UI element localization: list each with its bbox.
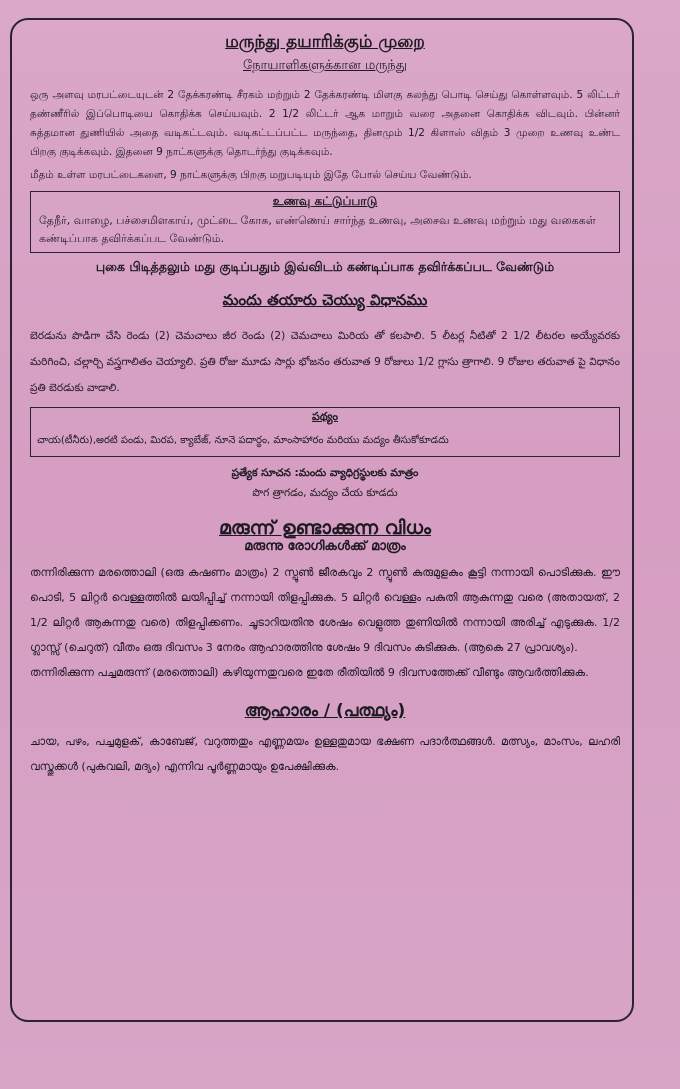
tamil-diet-text: தேநீர், வாழை, பச்சைமிளகாய், முட்டை கோசு, எண்ணெய் சார்ந்த உணவு, அசைவ உணவு மற்றும் மது வகைகள் கண்டிப்பாக தவிர்க்கப்பட வேண்டும். bbox=[39, 214, 596, 245]
tamil-repeat-note: மீதம் உள்ள மரபட்டைகளை, 9 நாட்களுக்கு பிறகு மறுபடியும் இதே போல் செய்ய வேண்டும். bbox=[30, 169, 472, 181]
malayalam-diet-title-text: ആഹാരം / (പത്ഥ്യം) bbox=[244, 701, 406, 721]
tamil-diet-title: உணவு கட்டுப்பாடு bbox=[272, 194, 378, 208]
malayalam-section bbox=[30, 517, 620, 779]
malayalam-instructions: തന്നിരിക്കുന്ന മരത്തൊലി (ഒരു കഷണം മാത്രം) 2 സ്പൂൺ ജീരകവും 2 സ്പൂൺ കുരുമുളകും കൂട്ടി നന്നായി പൊടിക്കുക. ഈ പൊടി, 5 ലിറ്റർ വെള്ളത്തിൽ ലയിപ്പിച്ച് നന്നായി തിളപ്പിക്കുക. 5 ലിറ്റർ വെള്ളം പകുതി ആകുന്നതു വരെ (അതായത്, 2 1/2 ലിറ്റർ ആകുന്നതു വരെ) തിളപ്പിക്കണം. ചൂടാറിയതിനു ശേഷം വെളുത്ത തുണിയിൽ നന്നായി അരിച്ച് എടുക്കുക. 1/2 ഗ്ലാസ്സ് (ചെറുത്) വീതം ഒരു ദിവസം 3 നേരം ആഹാരത്തിനു ശേഷം 9 ദിവസം കുടിക്കുക. (ആകെ 27 പ്രാവശ്യം). bbox=[30, 566, 620, 654]
malayalam-diet-text: ചായ, പഴം, പച്ചമുളക്, കാബേജ്, വറുത്തതും എണ്ണമയം ഉള്ളതുമായ ഭക്ഷണ പദാർത്ഥങ്ങൾ. മത്സ്യം, മാംസം, ലഹരി വസ്തുക്കൾ (പുകവലി, മദ്യം) എന്നിവ പൂർണ്ണമായും ഉപേക്ഷിക്കുക. bbox=[30, 735, 620, 773]
telugu-diet-text: చాయ(టీనీరు),అరటి పండు, మిరప, క్యాబేజ్, నూనె పదార్థం, మాంసాహారం మరియు మద్యం తీసుకోకూడదు bbox=[37, 435, 449, 446]
telugu-diet-box bbox=[30, 407, 620, 457]
tamil-subtitle: நோயாளிகளுக்கான மருந்து bbox=[242, 58, 408, 73]
tamil-warning: புகை பிடித்தலும் மது குடிப்பதும் இவ்விடம் கண்டிப்பாக தவிர்க்கப்பட வேண்டும் bbox=[95, 259, 555, 274]
tamil-section bbox=[30, 32, 620, 277]
telugu-smoking-note: పొగ త్రాగడం, మద్యం చేయ కూడదు bbox=[252, 487, 398, 499]
telugu-section bbox=[30, 291, 620, 503]
tamil-instructions: ஒரு அளவு மரபட்டையுடன் 2 தேக்கரண்டி சீரகம் மற்றும் 2 தேக்கரண்டி மிளகு கலந்து பொடி செய்து கொள்ளவும். 5 லிட்டர் தண்ணீரில் இப்பொடியை கொதிக்க செய்யவும். 2 1/2 லிட்டர் ஆக மாறும் வரை அதனை கொதிக்க விடவும். பின்னர் சுத்தமான துணியில் அதை வடிகட்டவும். வடிகட்டப்பட்ட மருந்தை, தினமும் 1/2 கிளாஸ் விதம் 3 முறை உணவு உண்ட பிறகு குடிக்கவும். இதனை 9 நாட்களுக்கு தொடர்ந்து குடிக்கவும். bbox=[30, 89, 620, 158]
telugu-special-note: ప్రత్యేక సూచన :మందు వ్యాధిగ్రస్థులకు మాత్రం bbox=[231, 467, 419, 479]
telugu-instructions: బెరడును పొడిగా చేసి రెండు (2) చెమచాలు జీర రెండు (2) చెమచాలు మిరియ తో కలపాలి. 5 లీటర్ల నీటితో 2 1/2 లీటరల అయ్యేవరకు మరిగించి, చల్లార్చి వస్త్రగాలితం చెయ్యాలి. ప్రతి రోజు మూడు సార్లు భోజనం తరువాత 9 రోజులు 1/2 గ్లాసు త్రాగాలి. 9 రోజుల తరువాత పై విధానం ప్రతి బెరడుకు వాడాలి. bbox=[30, 330, 620, 394]
document-content bbox=[30, 32, 620, 779]
malayalam-subtitle: മരുന്നു രോഗികൾക്ക് മാത്രം bbox=[244, 539, 406, 554]
malayalam-diet-title bbox=[30, 701, 620, 721]
malayalam-title: മരുന്ന് ഉണ്ടാക്കുന്ന വിധം bbox=[218, 517, 431, 539]
tamil-title: மருந்து தயாரிக்கும் முறை bbox=[225, 32, 425, 52]
malayalam-repeat-note: തന്നിരിക്കുന്ന പച്ചമരുന്ന് (മരത്തൊലി) കഴിയുന്നതുവരെ ഇതേ രീതിയിൽ 9 ദിവസത്തേക്ക് വീണ്ടും ആവർത്തിക്കുക. bbox=[30, 666, 589, 679]
tamil-diet-box bbox=[30, 191, 620, 253]
telugu-title: మందు తయారు చెయ్యు విధానము bbox=[222, 291, 428, 309]
telugu-diet-title: పథ్యం bbox=[312, 410, 338, 423]
